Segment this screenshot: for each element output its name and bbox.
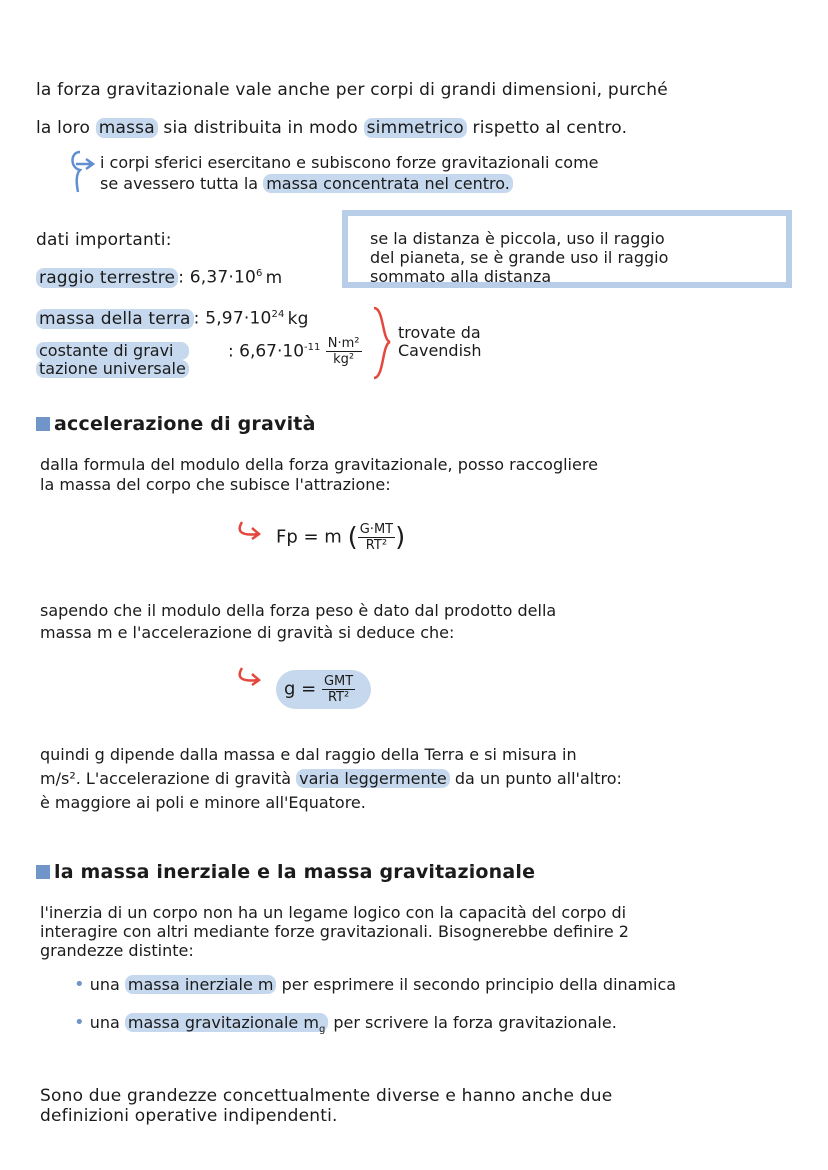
formula-arrow-icon	[236, 518, 266, 542]
gravity-p3-line-2	[40, 770, 622, 788]
note-arrow-icon	[66, 148, 96, 194]
box-line-1: se la distanza è piccola, uso il raggio	[370, 229, 665, 248]
radius-exponent: 6	[256, 268, 263, 279]
highlight-massa-concentrata: massa concentrata nel centro.	[263, 174, 513, 193]
gravity-p2-line-2: massa m e l'accelerazione di gravità si deduce che:	[40, 623, 455, 642]
heading-text: accelerazione di gravità	[54, 413, 316, 435]
mass-p1-line-2: interagire con altri mediante forze gravitazionali. Bisognerebbe definire 2	[40, 922, 629, 941]
constant-value	[228, 336, 362, 367]
highlight-simmetrico: simmetrico	[364, 118, 467, 138]
closing-line-2: definizioni operative indipendenti.	[40, 1106, 338, 1126]
bullet-text: per scrivere la forza gravitazionale.	[333, 1013, 617, 1032]
formula-force-fraction	[358, 522, 395, 553]
highlight-text: massa gravitazionale m	[127, 1013, 319, 1032]
constant-label-line-1: costante di gravi	[36, 342, 189, 360]
highlight-massa: massa	[96, 118, 158, 138]
mass-label: massa della terra	[36, 309, 194, 329]
subscript-g: g	[318, 1024, 326, 1036]
box-line-2: del pianeta, se è grande uso il raggio	[370, 248, 669, 267]
mass-p1-line-1: l'inerzia di un corpo non ha un legame logico con la capacità del corpo di	[40, 903, 627, 922]
bullet-item-1	[74, 976, 676, 994]
formula-gravity	[276, 670, 371, 709]
formula-gravity-fraction	[322, 674, 355, 705]
mass-row	[36, 305, 309, 329]
bullet-text: per esprimere il secondo principio della dinamica	[281, 975, 677, 994]
closing-line-1: Sono due grandezze concettualmente diverse e hanno anche due	[40, 1086, 613, 1106]
mass-exponent: 24	[271, 309, 285, 320]
section-heading-mass	[36, 862, 535, 882]
formula-gravity-numerator: GMT	[323, 674, 354, 689]
formula-force-denominator: RT²	[365, 538, 388, 553]
box-line-3: sommato alla distanza	[370, 267, 552, 286]
gravity-p1-line-1: dalla formula del modulo della forza gravitazionale, posso raccogliere	[40, 455, 598, 474]
gravity-p2-line-1: sapendo che il modulo della forza peso è dato dal prodotto della	[40, 601, 557, 620]
radius-row	[36, 264, 282, 288]
radius-label: raggio terrestre	[36, 268, 178, 288]
formula-arrow-icon	[236, 664, 266, 688]
square-bullet-icon	[36, 865, 50, 879]
constant-unit	[326, 336, 362, 367]
constant-exponent: -11	[304, 341, 321, 353]
formula-force-numerator: G·MT	[359, 522, 394, 537]
brace-icon	[370, 306, 394, 380]
bullet-text: una	[89, 1013, 120, 1032]
gravity-text: m/s². L'accelerazione di gravità	[40, 769, 292, 788]
highlight-massa-gravitazionale	[125, 1013, 328, 1036]
formula-gravity-denominator: RT²	[327, 690, 350, 705]
gravity-text: da un punto all'altro:	[454, 769, 622, 788]
gravity-p3-line-3: è maggiore ai poli e minore all'Equatore.	[40, 793, 366, 812]
constant-unit-numerator: N·m²	[327, 336, 360, 351]
brace-note-line-1: trovate da	[398, 323, 481, 342]
constant-unit-denominator: kg²	[333, 352, 355, 367]
constant-label	[36, 342, 189, 378]
radius-unit: m	[265, 267, 283, 288]
bullet-dot-icon: •	[74, 974, 85, 995]
formula-gravity-lhs: g =	[284, 678, 317, 700]
mass-value: : 5,97·10	[193, 308, 272, 329]
highlight-varia: varia leggermente	[296, 769, 450, 788]
note-line-1: i corpi sferici esercitano e subiscono forze gravitazionali come	[100, 153, 599, 172]
intro-text: rispetto al centro.	[472, 118, 628, 138]
distance-note-box	[342, 210, 792, 288]
brace-note-line-2: Cavendish	[398, 341, 482, 360]
formula-force: Fp = m ( $\frac{G\cdot MT}{\text{RT²}}$ )	[276, 522, 406, 553]
note-text: se avessero tutta la	[100, 174, 259, 193]
bullet-item-2	[74, 1014, 617, 1039]
formula-force-lhs: Fp = m	[276, 526, 342, 548]
heading-text: la massa inerziale e la massa gravitazionale	[54, 861, 536, 883]
radius-value: : 6,37·10	[178, 267, 257, 288]
section-heading-gravity	[36, 414, 316, 434]
mass-p1-line-3: grandezze distinte:	[40, 941, 194, 960]
intro-text: la loro	[36, 118, 91, 138]
intro-line-1: la forza gravitazionale vale anche per corpi di grandi dimensioni, purché	[36, 80, 668, 100]
data-title: dati importanti:	[36, 230, 172, 250]
constant-number: : 6,67·10	[228, 341, 305, 362]
constant-label-line-2: tazione universale	[36, 360, 189, 378]
bullet-text: una	[89, 975, 120, 994]
highlight-massa-inerziale: massa inerziale m	[125, 975, 277, 994]
intro-text: sia distribuita in modo	[163, 118, 359, 138]
square-bullet-icon	[36, 417, 50, 431]
mass-unit: kg	[287, 308, 309, 329]
bullet-dot-icon: •	[74, 1012, 85, 1033]
gravity-p1-line-2: la massa del corpo che subisce l'attrazione:	[40, 475, 391, 494]
intro-line-2	[36, 118, 627, 138]
gravity-p3-line-1: quindi g dipende dalla massa e dal raggio della Terra e si misura in	[40, 745, 577, 764]
note-line-2	[100, 175, 513, 193]
